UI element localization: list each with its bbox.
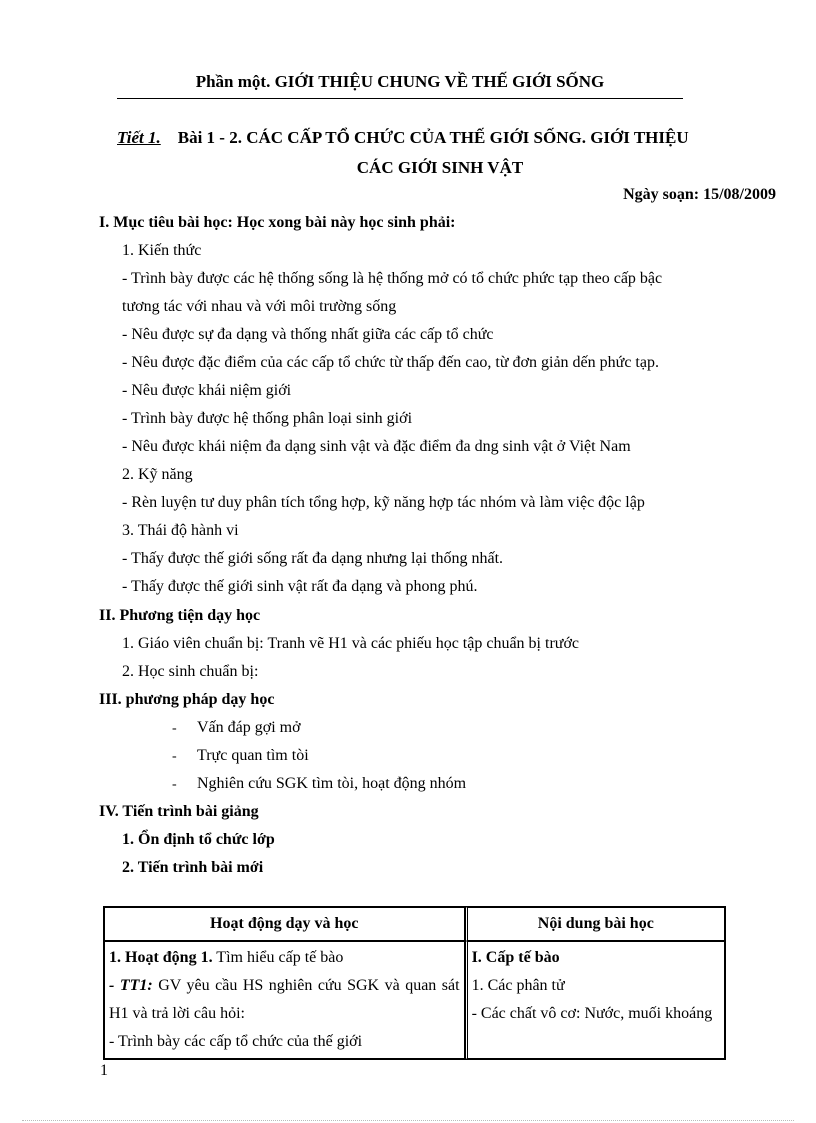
bullet-marker: - bbox=[172, 721, 177, 736]
tt1-label: - TT1: bbox=[109, 977, 153, 994]
table-header: Nội dung bài học bbox=[465, 907, 725, 941]
text-line: 3. Thái độ hành vi bbox=[122, 522, 239, 539]
list-item: Trực quan tìm tòi bbox=[197, 747, 309, 764]
text-line: - Rèn luyện tư duy phân tích tổng hợp, kỹ năng hợp tác nhóm và làm việc độc lập bbox=[122, 494, 645, 511]
text-line: 2. Kỹ năng bbox=[122, 466, 193, 483]
lesson-name: Bài 1 - 2. CÁC CẤP TỔ CHỨC CỦA THẾ GIỚI SỐNG. GIỚI THIỆU bbox=[177, 128, 689, 147]
subheading: 2. Tiến trình bài mới bbox=[122, 859, 264, 876]
text-line: - Trình bày được các hệ thống sống là hệ thống mở có tổ chức phức tạp theo cấp bậc bbox=[122, 270, 663, 287]
text-line: - Thấy được thế giới sống rất đa dạng nhưng lại thống nhất. bbox=[122, 550, 504, 567]
subheading: 1. Ổn định tổ chức lớp bbox=[122, 831, 275, 848]
activity-line bbox=[109, 944, 460, 972]
title-underline bbox=[117, 98, 683, 99]
section-1-heading: I. Mục tiêu bài học: Học xong bài này học sinh phải: bbox=[99, 214, 456, 231]
content-line: - Các chất vô cơ: Nước, muối khoáng bbox=[471, 1005, 713, 1022]
lesson-number: Tiết 1. bbox=[117, 128, 161, 147]
section-4-heading: IV. Tiến trình bài giảng bbox=[99, 803, 259, 820]
prepared-date: Ngày soạn: 15/08/2009 bbox=[623, 186, 776, 203]
part-title: Phần một. GIỚI THIỆU CHUNG VỀ THẾ GIỚI SỐNG bbox=[195, 72, 605, 91]
text-line: - Nêu được khái niệm đa dạng sinh vật và đặc điểm đa dng sinh vật ở Việt Nam bbox=[122, 438, 631, 455]
lesson-title-line1 bbox=[117, 128, 689, 148]
page-bottom-border bbox=[22, 1120, 794, 1121]
table-header-row bbox=[104, 907, 725, 941]
text-line: 1. Kiến thức bbox=[122, 242, 202, 259]
question-line: - Trình bày các cấp tổ chức của thế giới bbox=[109, 1033, 363, 1050]
activity-title: 1. Hoạt động 1. bbox=[109, 949, 213, 966]
text-line: - Thấy được thế giới sinh vật rất đa dạng và phong phú. bbox=[122, 578, 478, 595]
teaching-activities-cell bbox=[104, 941, 465, 1059]
text-line: - Nêu được sự đa dạng và thống nhất giữa các cấp tổ chức bbox=[122, 326, 494, 343]
lesson-content-cell bbox=[465, 941, 725, 1059]
text-line: 2. Học sinh chuẩn bị: bbox=[122, 663, 259, 680]
table-header: Hoạt động dạy và học bbox=[104, 907, 465, 941]
page-number: 1 bbox=[100, 1062, 108, 1079]
content-line: 1. Các phân tử bbox=[471, 977, 565, 994]
text-line: - Trình bày được hệ thống phân loại sinh giới bbox=[122, 410, 413, 427]
list-item: Nghiên cứu SGK tìm tòi, hoạt động nhóm bbox=[197, 775, 467, 792]
table-row bbox=[104, 941, 725, 1059]
text-line: 1. Giáo viên chuẩn bị: Tranh vẽ H1 và các phiếu học tập chuẩn bị trước bbox=[122, 635, 580, 652]
bullet-marker: - bbox=[172, 749, 177, 764]
activity-text: Tìm hiểu cấp tế bào bbox=[212, 949, 344, 966]
section-3-heading: III. phương pháp dạy học bbox=[99, 691, 275, 708]
text-line: tương tác với nhau và với môi trường sống bbox=[122, 298, 397, 315]
text-line: - Nêu được đặc điểm của các cấp tổ chức từ thấp đến cao, từ đơn giản dến phức tạp. bbox=[122, 354, 659, 371]
lesson-title-line2: CÁC GIỚI SINH VẬT bbox=[356, 158, 524, 177]
lesson-table bbox=[103, 906, 726, 1060]
section-2-heading: II. Phương tiện dạy học bbox=[99, 607, 261, 624]
bullet-marker: - bbox=[172, 777, 177, 792]
content-heading: I. Cấp tế bào bbox=[471, 949, 560, 966]
text-line: - Nêu được khái niệm giới bbox=[122, 382, 292, 399]
tt1-paragraph bbox=[109, 972, 460, 1028]
list-item: Vấn đáp gợi mở bbox=[197, 719, 301, 736]
tt1-text: GV yêu cầu HS nghiên cứu SGK và quan sát H1 và trả lời câu hỏi: bbox=[109, 977, 460, 1022]
